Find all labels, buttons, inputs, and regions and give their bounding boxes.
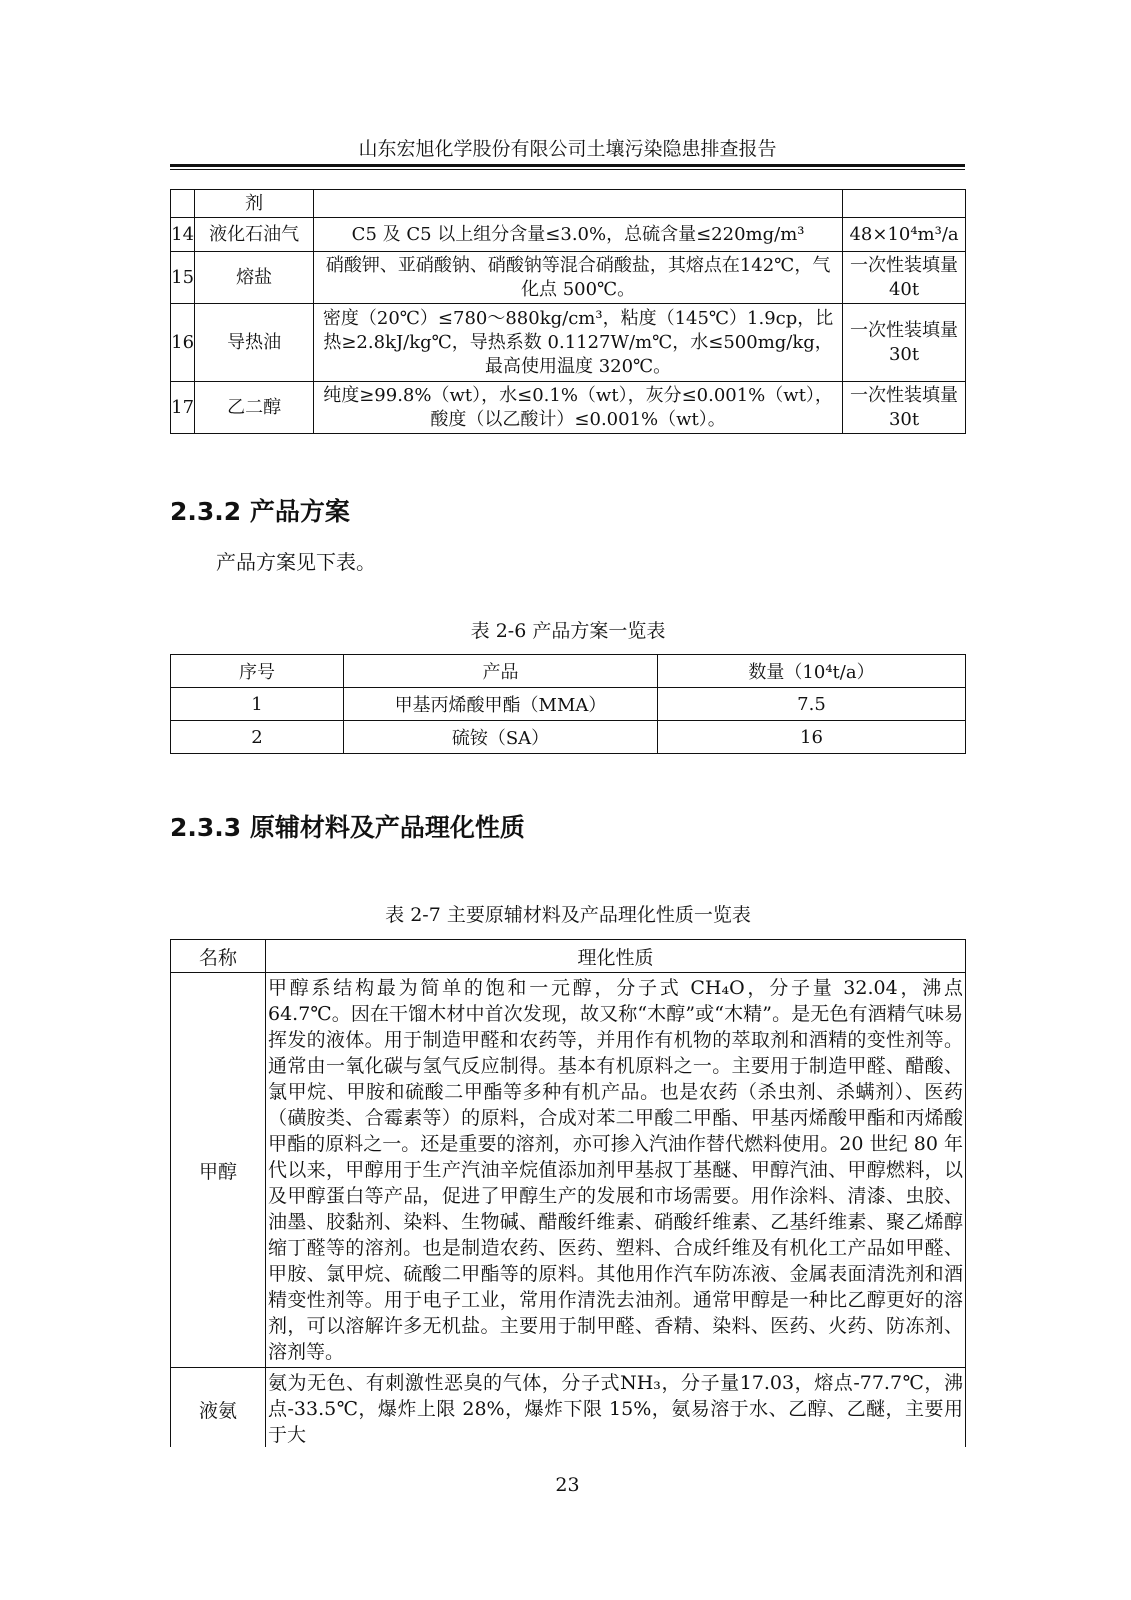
row-number: 14 — [171, 218, 195, 252]
material-quantity: 一次性装填量 30t — [843, 304, 966, 382]
cell-quantity: 7.5 — [658, 688, 966, 721]
section-heading-232: 2.3.2 产品方案 — [170, 497, 350, 526]
material-quantity: 一次性装填量 40t — [843, 252, 966, 304]
material-quantity: 一次性装填量 30t — [843, 382, 966, 434]
table-row — [171, 252, 966, 304]
material-spec: C5 及 C5 以上组分含量≤3.0%，总硫含量≤220mg/m³ — [314, 218, 843, 252]
section-heading-233: 2.3.3 原辅材料及产品理化性质 — [170, 813, 525, 842]
material-spec: 密度（20℃）≤780～880kg/cm³，粘度（145℃）1.9cp，比热≥2.8kJ/kg℃，导热系数 0.1127W/m℃，水≤500mg/kg，最高使用温度 320℃。 — [314, 304, 843, 382]
table-caption-2-7: 表 2-7 主要原辅材料及产品理化性质一览表 — [385, 904, 751, 926]
header-rule-thin — [170, 169, 965, 170]
table-header-row — [171, 940, 966, 973]
column-header: 数量（10⁴t/a） — [658, 655, 966, 688]
table-row — [171, 190, 966, 218]
table-row — [171, 382, 966, 434]
row-number — [171, 190, 195, 218]
table-row — [171, 304, 966, 382]
material-spec: 纯度≥99.8%（wt），水≤0.1%（wt），灰分≤0.001%（wt），酸度（以乙酸计）≤0.001%（wt）。 — [314, 382, 843, 434]
section-intro: 产品方案见下表。 — [216, 550, 376, 574]
table-row — [171, 1368, 966, 1451]
substance-properties: 氨为无色、有刺激性恶臭的气体，分子式NH₃，分子量17.03，熔点-77.7℃，沸点-33.5℃，爆炸上限 28%，爆炸下限 15%，氨易溶于水、乙醇、乙醚，主要用于大 — [266, 1368, 966, 1451]
table-row — [171, 688, 966, 721]
material-name: 液化石油气 — [195, 218, 314, 252]
cell-quantity: 16 — [658, 721, 966, 754]
table-header-row — [171, 655, 966, 688]
page-number: 23 — [555, 1474, 580, 1496]
row-number: 17 — [171, 382, 195, 434]
material-name: 导热油 — [195, 304, 314, 382]
table-row — [171, 721, 966, 754]
material-quantity — [843, 190, 966, 218]
substance-properties: 甲醇系结构最为简单的饱和一元醇，分子式 CH₄O，分子量 32.04，沸点 64.7℃。因在干馏木材中首次发现，故又称“木醇”或“木精”。是无色有酒精气味易挥发的液体。用于制造甲醛和农药等，并用作有机物的萃取剂和酒精的变性剂等。通常由一氧化碳与氢气反应制得。基本有机原料之一。主要用于制造甲醛、醋酸、氯甲烷、甲胺和硫酸二甲酯等多种有机产品。也是农药（杀虫剂、杀螨剂）、医药（磺胺类、合霉素等）的原料，合成对苯二甲酸二甲酯、甲基丙烯酸甲酯和丙烯酸甲酯的原料之一。还是重要的溶剂，亦可掺入汽油作替代燃料使用。20 世纪 80 年代以来，甲醇用于生产汽油辛烷值添加剂甲基叔丁基醚、甲醇汽油、甲醇燃料，以及甲醇蛋白等产品，促进了甲醇生产的发展和市场需要。用作涂料、清漆、虫胶、油墨、胶黏剂、染料、生物碱、醋酸纤维素、硝酸纤维素、乙基纤维素、聚乙烯醇缩丁醛等的溶剂。也是制造农药、医药、塑料、合成纤维及有机化工产品如甲醛、甲胺、氯甲烷、硫酸二甲酯等的原料。其他用作汽车防冻液、金属表面清洗剂和酒精变性剂等。用于电子工业，常用作清洗去油剂。通常甲醇是一种比乙醇更好的溶剂，可以溶解许多无机盐。主要用于制甲醛、香精、染料、医药、火药、防冻剂、溶剂等。 — [266, 973, 966, 1368]
material-name: 熔盐 — [195, 252, 314, 304]
table-row — [171, 973, 966, 1368]
material-spec: 硝酸钾、亚硝酸钠、硝酸钠等混合硝酸盐，其熔点在142℃，气化点 500℃。 — [314, 252, 843, 304]
material-name: 剂 — [195, 190, 314, 218]
material-quantity: 48×10⁴m³/a — [843, 218, 966, 252]
cell-index: 2 — [171, 721, 344, 754]
substance-name: 甲醇 — [171, 973, 266, 1368]
material-spec — [314, 190, 843, 218]
cell-product: 硫铵（SA） — [344, 721, 658, 754]
product-plan-table — [170, 654, 966, 754]
page-header-title: 山东宏旭化学股份有限公司土壤污染隐患排查报告 — [358, 138, 777, 160]
properties-table — [170, 939, 966, 1451]
header-rule-thick — [170, 164, 965, 167]
column-header: 产品 — [344, 655, 658, 688]
table-row — [171, 218, 966, 252]
column-header: 序号 — [171, 655, 344, 688]
cell-product: 甲基丙烯酸甲酯（MMA） — [344, 688, 658, 721]
substance-name: 液氨 — [171, 1368, 266, 1451]
page-bottom-margin — [168, 1447, 968, 1477]
cell-index: 1 — [171, 688, 344, 721]
column-header: 理化性质 — [266, 940, 966, 973]
table-caption-2-6: 表 2-6 产品方案一览表 — [470, 620, 666, 642]
row-number: 16 — [171, 304, 195, 382]
row-number: 15 — [171, 252, 195, 304]
materials-table-continued — [170, 189, 966, 434]
material-name: 乙二醇 — [195, 382, 314, 434]
column-header: 名称 — [171, 940, 266, 973]
